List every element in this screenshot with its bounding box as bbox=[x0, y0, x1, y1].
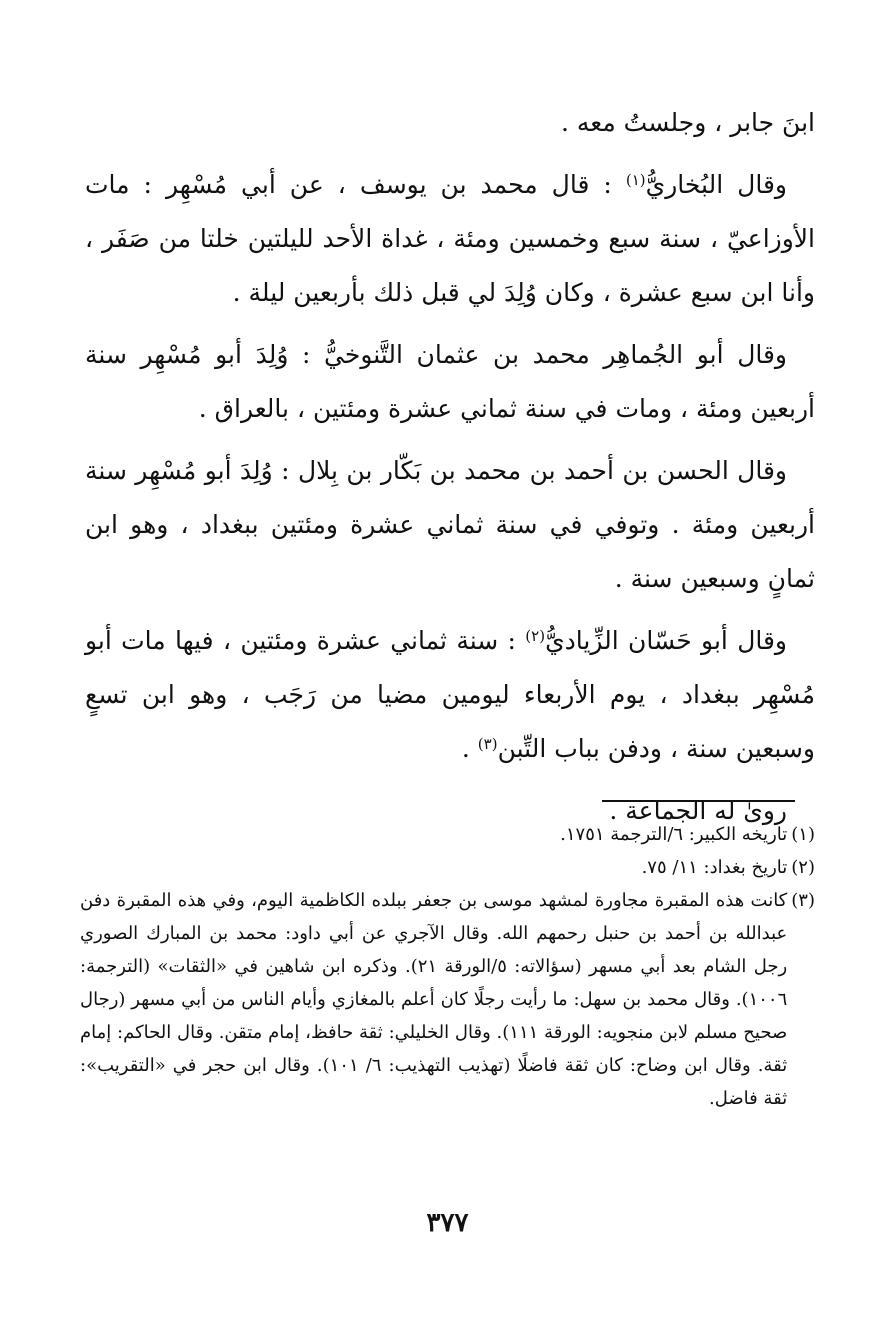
page-number: ٣٧٧ bbox=[426, 1208, 469, 1238]
paragraph-text: : سنة ثماني عشرة ومئتين ، فيها مات أبو مُسْهِر ببغداد ، يوم الأربعاء ليومين مضيا من رَجَب ، وهو ابن تسعٍ وسبعين سنة ، ودفن بباب التِّبن bbox=[85, 626, 815, 763]
footnote-marker[interactable]: (٢) bbox=[525, 627, 546, 645]
footnote bbox=[80, 884, 815, 1115]
paragraph bbox=[85, 158, 815, 320]
footnotes-section bbox=[80, 818, 815, 1115]
footnote-separator bbox=[602, 800, 795, 802]
main-text-body bbox=[85, 96, 815, 846]
footnote-number: (٣) bbox=[791, 890, 815, 911]
footnote-text: تاريخ بغداد: ١١/ ٧٥. bbox=[641, 857, 788, 878]
paragraph-text: . bbox=[461, 734, 478, 763]
paragraph-text: وقال الحسن بن أحمد بن محمد بن بَكّار بن بِلال : وُلِدَ أبو مُسْهِر سنة أربعين ومئة . وتوفي في سنة ثماني عشرة ومئتين ببغداد ، وهو ابن ثمانٍ وسبعين سنة . bbox=[85, 456, 815, 593]
footnote bbox=[80, 851, 815, 884]
footnote-marker[interactable]: (٣) bbox=[477, 735, 498, 753]
paragraph-text: روىٰ له الجماعة . bbox=[609, 796, 787, 825]
footnote-text: كانت هذه المقبرة مجاورة لمشهد موسى بن جعفر ببلده الكاظمية اليوم، وفي هذه المقبرة دفن عبدالله بن أحمد بن حنبل رحمهم الله. وقال الآجري عن أبي داود: محمد بن المبارك الصوري رجل الشام بعد أبي مسهر (سؤالاته: ٥/الورقة ٢١). وذكره ابن شاهين في «الثقات» (الترجمة: ١٠٠٦). وقال محمد بن سهل: ما رأيت رجلًا كان أعلم بالمغازي وأيام الناس من أبي مسهر (رجال صحيح مسلم لابن منجويه: الورقة ١١١). وقال الخليلي: ثقة حافظ، إمام متقن. وقال الحاكم: إمام ثقة. وقال ابن وضاح: كان ثقة فاضلًا (تهذيب التهذيب: ٦/ ١٠١). وقال ابن حجر في «التقريب»: ثقة فاضل. bbox=[80, 890, 788, 1109]
footnote-number: (١) bbox=[791, 824, 815, 845]
paragraph-text: وقال أبو الجُماهِر محمد بن عثمان التَّنوخيُّ : وُلِدَ أبو مُسْهِر سنة أربعين ومئة ، ومات في سنة ثماني عشرة ومئتين ، بالعراق . bbox=[85, 340, 815, 423]
footnote-text: تاريخه الكبير: ٦/الترجمة ١٧٥١. bbox=[560, 824, 788, 845]
paragraph-text: : قال محمد بن يوسف ، عن أبي مُسْهِر : مات الأوزاعيّ ، سنة سبع وخمسين ومئة ، غداة الأحد لليلتين خلتا من صَفَر ، وأنا ابن سبع عشرة ، وكان وُلِدَ لي قبل ذلك بأربعين ليلة . bbox=[85, 170, 815, 307]
paragraph-text: ابنَ جابر ، وجلستُ معه . bbox=[560, 108, 815, 137]
paragraph bbox=[85, 96, 815, 150]
footnote bbox=[80, 818, 815, 851]
footnote-number: (٢) bbox=[791, 857, 815, 878]
footnote-marker[interactable]: (١) bbox=[625, 171, 646, 189]
paragraph-text: وقال أبو حَسّان الزِّياديُّ bbox=[545, 626, 787, 655]
paragraph bbox=[85, 444, 815, 606]
paragraph-text: وقال البُخاريُّ bbox=[645, 170, 787, 199]
paragraph bbox=[85, 614, 815, 776]
paragraph bbox=[85, 328, 815, 436]
